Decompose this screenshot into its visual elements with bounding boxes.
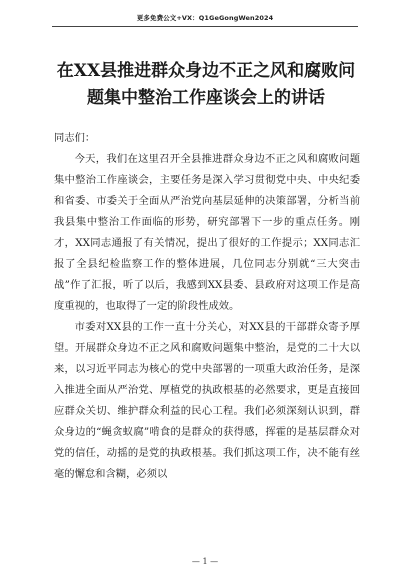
page-number: — 1 — (191, 557, 219, 566)
document-body (54, 128, 360, 485)
header-divider (52, 26, 358, 27)
paragraph: 市委对XX县的工作一直十分关心，对XX县的干部群众寄予厚望。开展群众身边不正之风和腐败问题集中整治，是党的二十大以来，以习近平同志为核心的党中央部署的一项重大政治任务，是深入推进全面从严治党、厚植党的执政根基的必然要求，更是直接回应群众关切、维护群众利益的民心工程。我们必须深刻认识到，群众身边的“蝇贪蚁腐”啃食的是群众的获得感，挥霍的是基层群众对党的信任，动摇的是党的执政根基。我们抓这项工作，决不能有丝毫的懈怠和含糊，必须以 (54, 321, 360, 480)
salutation: 同志们： (54, 132, 96, 144)
header-note: 更多免费公文+VX：Q1GeGongWen2024 (136, 14, 274, 22)
paragraph: 今天，我们在这里召开全县推进群众身边不正之风和腐败问题集中整治工作座谈会，主要任务是深入学习贯彻党中央、中央纪委和省委、市委关于全面从严治党向基层延伸的决策部署，分析当前我县集中整治工作面临的形势，研究部署下一步的重点任务。刚才，XX同志通报了有关情况，提出了很好的工作提示；XX同志汇报了全县纪检监察工作的整体进展，几位同志分别就“三大突击战”作了汇报，听了以后，我感到XX县委、县政府对这项工作是高度重视的，也取得了一定的阶段性成效。 (54, 153, 360, 312)
document-title: 在XX县推进群众身边不正之风和腐败问题集中整治工作座谈会上的讲话 (56, 61, 356, 108)
